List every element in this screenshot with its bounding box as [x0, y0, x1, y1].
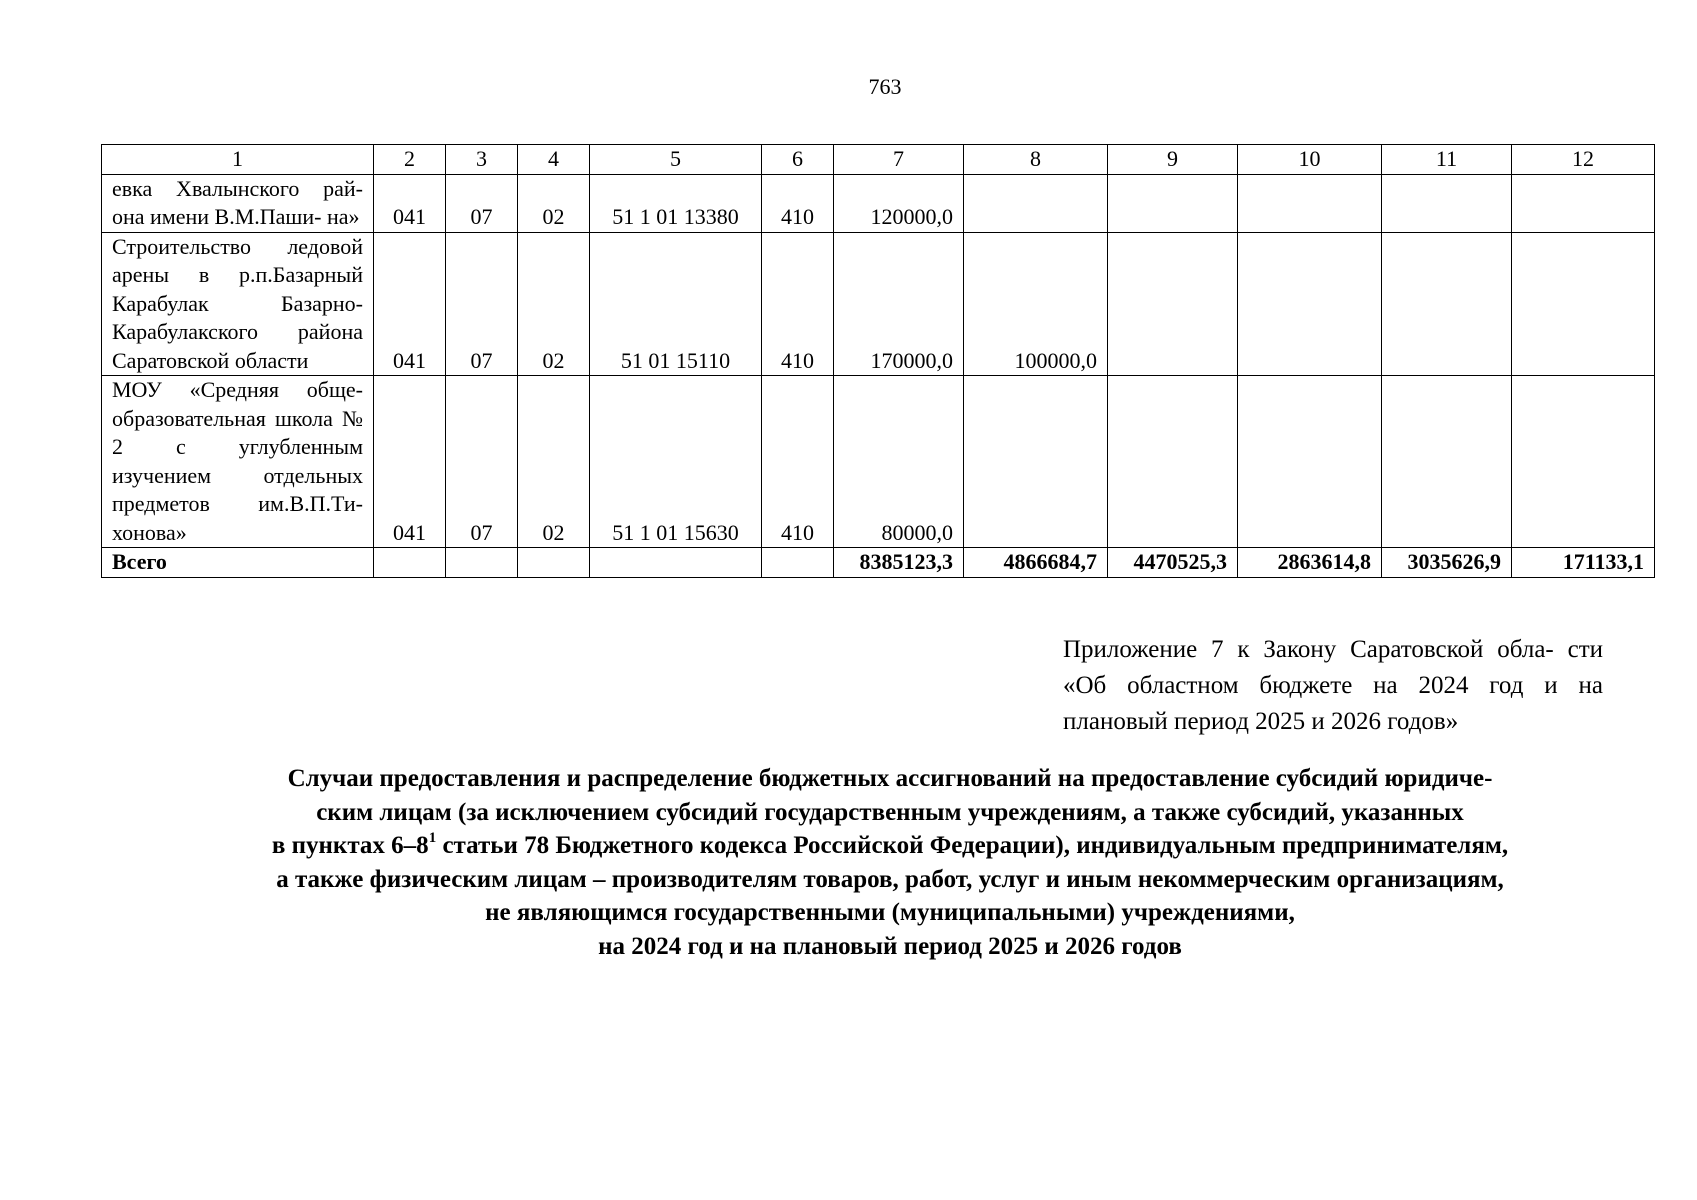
- table-cell: [1382, 376, 1512, 548]
- row-name-line: образовательная школа: [112, 405, 333, 431]
- table-cell: [1512, 174, 1655, 232]
- row-name-line: изучением отдельных: [112, 462, 363, 488]
- total-cell: 3035626,9: [1382, 548, 1512, 578]
- total-label: Всего: [102, 548, 374, 578]
- title-line: [120, 829, 1660, 863]
- table-cell: 410: [762, 232, 834, 376]
- total-cell: 171133,1: [1512, 548, 1655, 578]
- total-cell: 4470525,3: [1108, 548, 1238, 578]
- column-number: 11: [1382, 145, 1512, 175]
- total-row: [102, 548, 1655, 578]
- row-name-line: Саратовской области: [112, 347, 309, 373]
- column-number: 6: [762, 145, 834, 175]
- row-name-cell: [102, 232, 374, 376]
- row-name-line: евка Хвалынского рай-: [112, 175, 363, 201]
- table-cell: [1512, 232, 1655, 376]
- table-cell: 02: [518, 174, 590, 232]
- column-number: 2: [374, 145, 446, 175]
- row-name-line: хонова»: [112, 519, 187, 545]
- column-number: 1: [102, 145, 374, 175]
- appendix-line: сти «Об областном бюджете на 2024 год и: [1063, 636, 1603, 699]
- title-line: а также физическим лицам – производителям товаров, работ, услуг и иным некоммерческим организациям,: [276, 865, 1504, 893]
- title-text: в пунктах 6–8: [271, 832, 429, 859]
- row-name-line: Строительство ледовой: [112, 233, 363, 259]
- table-cell: 120000,0: [834, 174, 964, 232]
- table-cell: 02: [518, 376, 590, 548]
- row-name-line: она имени В.М.Паши-: [112, 204, 322, 229]
- table-cell: 170000,0: [834, 232, 964, 376]
- table-cell: 51 1 01 13380: [590, 174, 762, 232]
- total-cell: 2863614,8: [1238, 548, 1382, 578]
- title-line: ским лицам (за исключением субсидий государственным учреждениям, а также субсидий, указанных: [316, 798, 1464, 826]
- row-name-line: предметов им.В.П.Ти-: [112, 491, 363, 516]
- table-cell: [1108, 376, 1238, 548]
- table-cell: [1108, 232, 1238, 376]
- total-cell: 4866684,7: [964, 548, 1108, 578]
- appendix-note: [1063, 632, 1603, 740]
- footnote-superscript: 1: [428, 829, 437, 846]
- table-cell: 041: [374, 232, 446, 376]
- table-cell: 51 01 15110: [590, 232, 762, 376]
- column-number: 9: [1108, 145, 1238, 175]
- page-number: 763: [868, 74, 902, 99]
- table-cell: [1382, 232, 1512, 376]
- row-name-line: Карабулакского района: [112, 319, 363, 344]
- table-cell: 041: [374, 174, 446, 232]
- total-cell: [518, 548, 590, 578]
- table-cell: 041: [374, 376, 446, 548]
- column-number: 7: [834, 145, 964, 175]
- total-cell: [590, 548, 762, 578]
- total-cell: [374, 548, 446, 578]
- column-number: 8: [964, 145, 1108, 175]
- table-cell: [1512, 376, 1655, 548]
- table-cell: 410: [762, 376, 834, 548]
- title-line: не являющимся государственными (муниципальными) учреждениями,: [485, 899, 1295, 926]
- table-cell: 07: [446, 174, 518, 232]
- column-number: 10: [1238, 145, 1382, 175]
- table-cell: [1238, 174, 1382, 232]
- table-cell: [964, 376, 1108, 548]
- table-row: [102, 376, 1655, 548]
- table-cell: [1108, 174, 1238, 232]
- column-number: 5: [590, 145, 762, 175]
- title-line: на 2024 год и на плановый период 2025 и 2026 годов: [598, 932, 1182, 960]
- budget-table: [101, 144, 1655, 578]
- table-cell: 100000,0: [964, 232, 1108, 376]
- table-cell: [1238, 376, 1382, 548]
- row-name-cell: [102, 174, 374, 232]
- total-cell: [762, 548, 834, 578]
- title-line: Случаи предоставления и распределение бюджетных ассигнований на предоставление субсидий юридиче-: [287, 765, 1493, 792]
- table-cell: 02: [518, 232, 590, 376]
- table-cell: 51 1 01 15630: [590, 376, 762, 548]
- column-number: 4: [518, 145, 590, 175]
- table-cell: 80000,0: [834, 376, 964, 548]
- table-cell: [1238, 232, 1382, 376]
- row-name-line: на»: [326, 204, 360, 229]
- row-name-line: МОУ «Средняя обще-: [112, 377, 363, 402]
- title-text: статьи 78 Бюджетного кодекса Российской Федерации), индивидуальным предпринимателям,: [436, 832, 1509, 859]
- row-name-line: № 2 с углубленным: [112, 405, 364, 459]
- appendix-line: на плановый период 2025 и 2026 годов»: [1063, 672, 1603, 735]
- table-cell: [1382, 174, 1512, 232]
- row-name-line: Карабулак Базарно-: [112, 290, 363, 316]
- table-row: [102, 174, 1655, 232]
- table-cell: 410: [762, 174, 834, 232]
- column-number: 3: [446, 145, 518, 175]
- total-cell: [446, 548, 518, 578]
- table-row: [102, 232, 1655, 376]
- table-cell: [964, 174, 1108, 232]
- appendix-line: Приложение 7 к Закону Саратовской обла-: [1063, 636, 1554, 663]
- column-number: 12: [1512, 145, 1655, 175]
- row-name-line: арены в р.п.Базарный: [112, 262, 363, 287]
- column-number-row: [102, 145, 1655, 175]
- row-name-cell: [102, 376, 374, 548]
- total-cell: 8385123,3: [834, 548, 964, 578]
- table-cell: 07: [446, 232, 518, 376]
- document-title: [120, 762, 1660, 963]
- table-cell: 07: [446, 376, 518, 548]
